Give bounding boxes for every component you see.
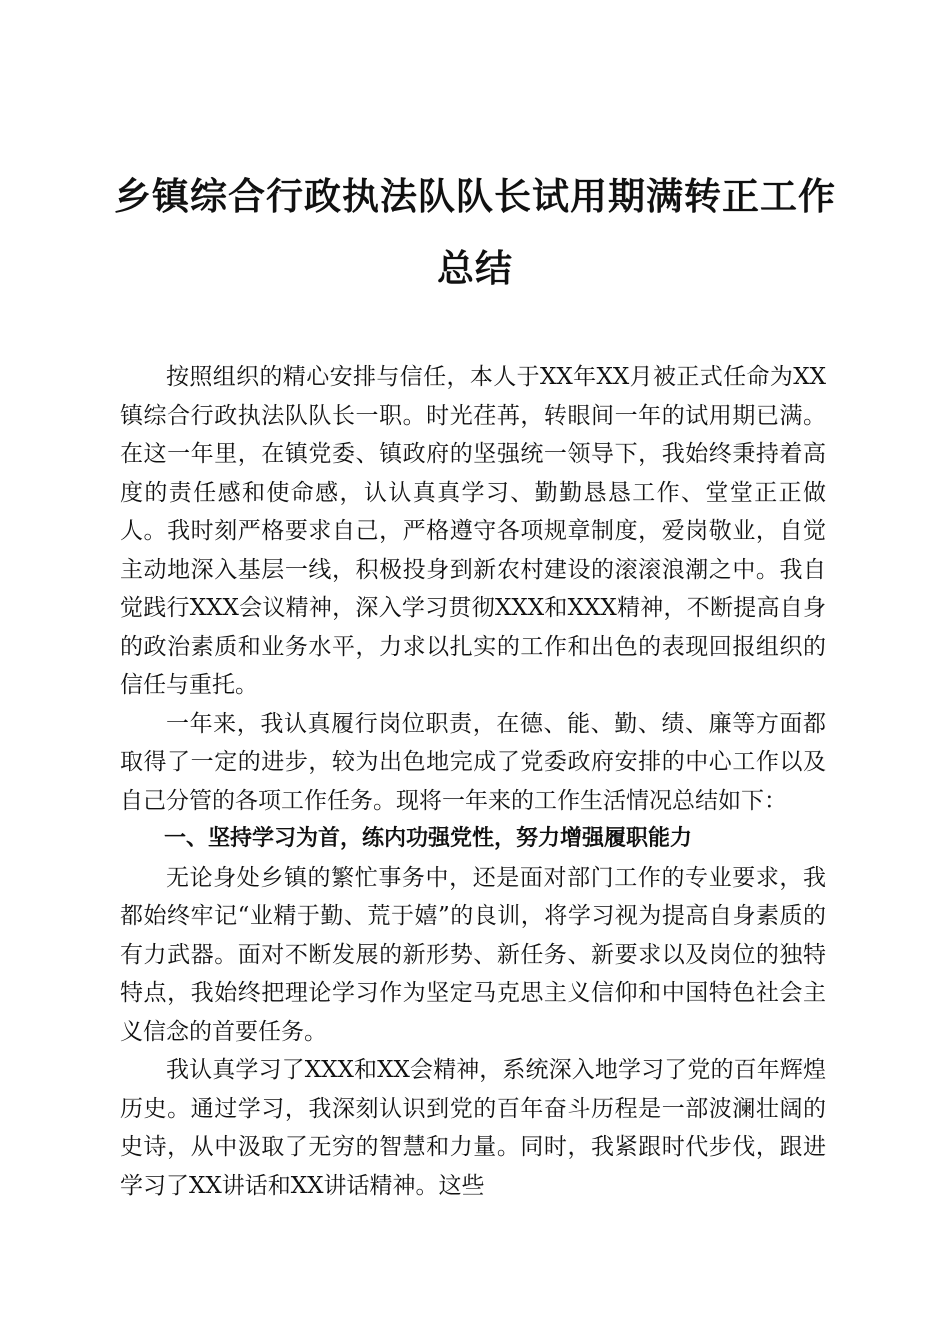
section-heading-1: 一、坚持学习为首，练内功强党性，努力增强履职能力 — [164, 826, 693, 851]
paragraph-summary: 一年来，我认真履行岗位职责，在德、能、勤、绩、廉等方面都取得了一定的进步，较为出色地完成了党委政府安排的中心工作以及自己分管的各项工作任务。现将一年来的工作生活情况总结如下： — [120, 710, 826, 814]
document-body — [120, 358, 826, 1205]
section1-paragraph-2: 我认真学习了XXX和XX会精神，系统深入地学习了党的百年辉煌历史。通过学习，我深刻认识到党的百年奋斗历程是一部波澜壮阔的史诗，从中汲取了无穷的智慧和力量。同时，我紧跟时代步伐，跟进学习了XX讲话和XX讲话精神。这些 — [120, 1057, 826, 1199]
section1-paragraph-1: 无论身处乡镇的繁忙事务中，还是面对部门工作的专业要求，我都始终牢记“业精于勤、荒于嬉”的良训，将学习视为提高自身素质的有力武器。面对不断发展的新形势、新任务、新要求以及岗位的独特特点，我始终把理论学习作为坚定马克思主义信仰和中国特色社会主义信念的首要任务。 — [120, 864, 826, 1045]
document-title: 乡镇综合行政执法队队长试用期满转正工作总结 — [114, 174, 836, 290]
paragraph-intro: 按照组织的精心安排与信任，本人于XX年XX月被正式任命为XX镇综合行政执法队队长一职。时光荏苒，转眼间一年的试用期已满。在这一年里，在镇党委、镇政府的坚强统一领导下，我始终秉持着高度的责任感和使命感，认认真真学习、勤勤恳恳工作、堂堂正正做人。我时刻严格要求自己，严格遵守各项规章制度，爱岗敬业，自觉主动地深入基层一线，积极投身到新农村建设的滚滚浪潮之中。我自觉践行XXX会议精神，深入学习贯彻XXX和XXX精神，不断提高自身的政治素质和业务水平，力求以扎实的工作和出色的表现回报组织的信任与重托。 — [120, 364, 826, 698]
